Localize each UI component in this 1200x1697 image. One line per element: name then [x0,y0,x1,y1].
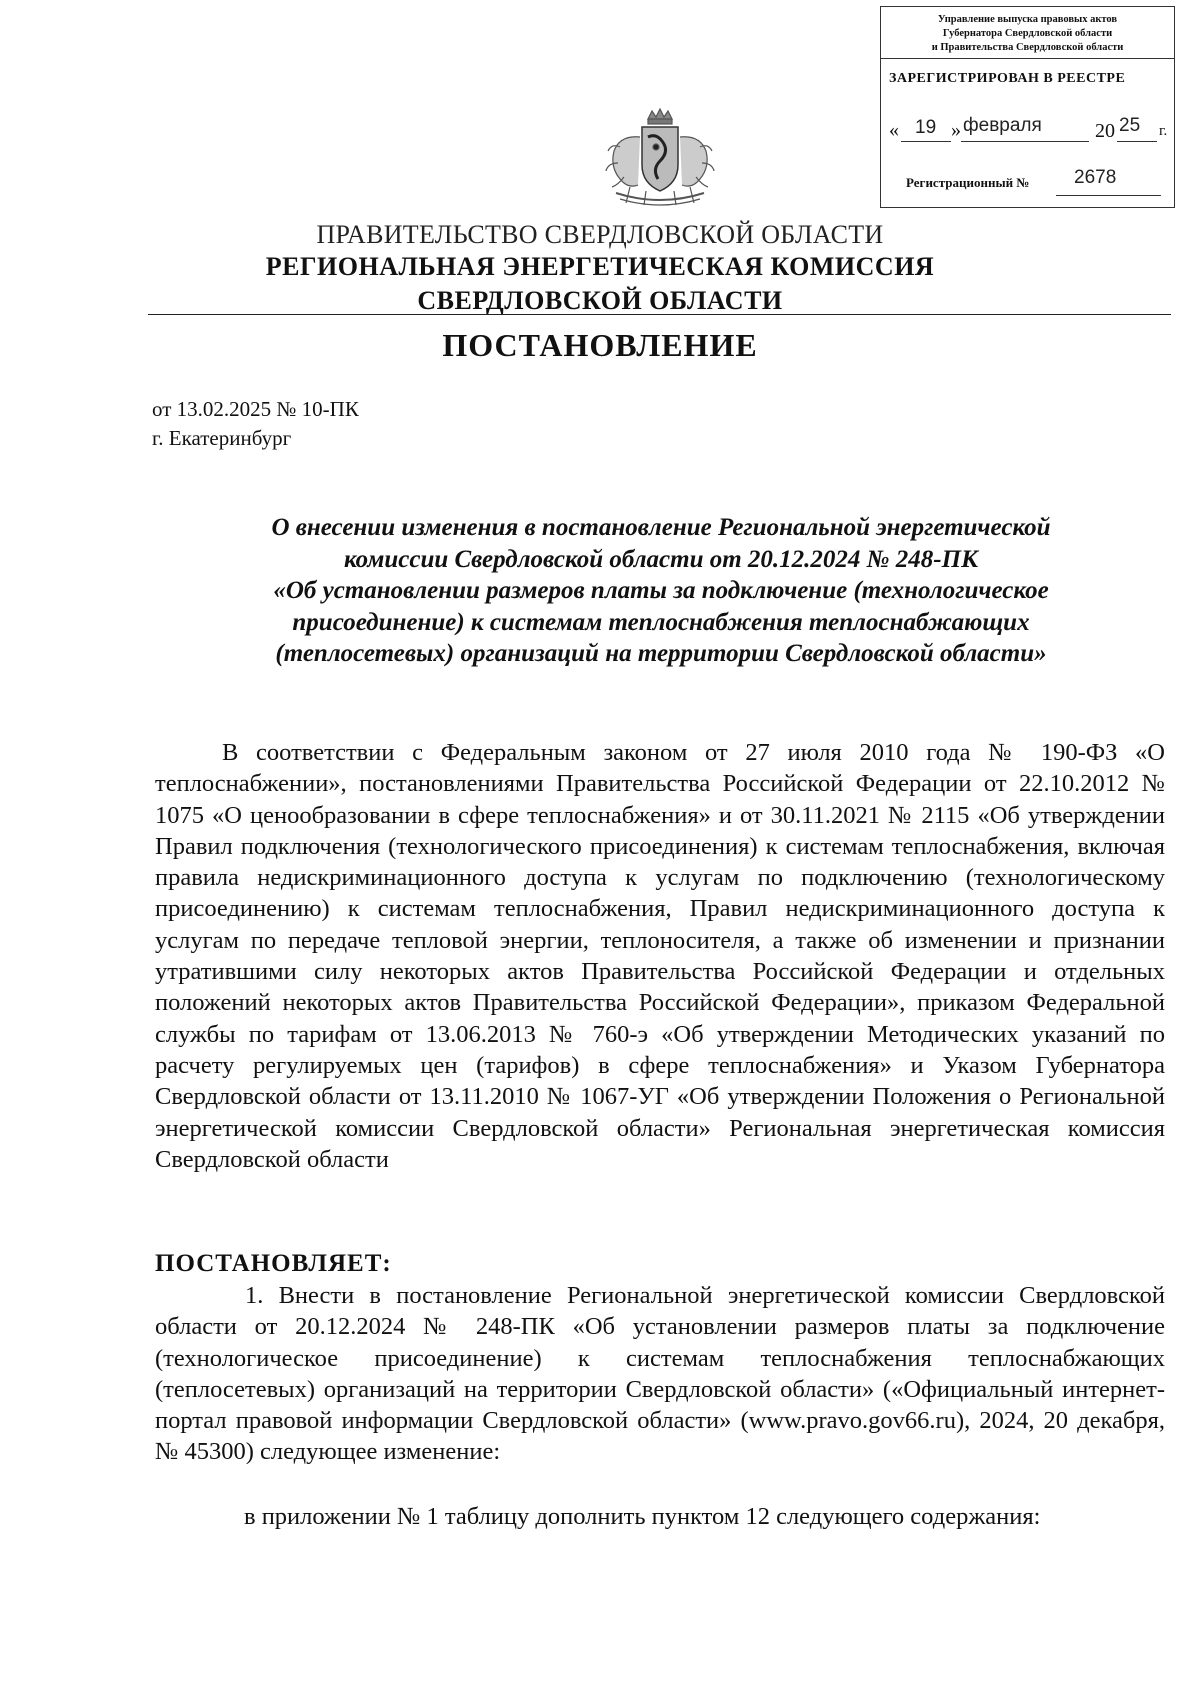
stamp-month: февраля [963,115,1042,136]
coat-of-arms-emblem [590,107,730,212]
commission-name-line-1: РЕГИОНАЛЬНАЯ ЭНЕРГЕТИЧЕСКАЯ КОМИССИЯ [265,252,935,281]
stamp-header-line: Губернатора Свердловской области [942,28,1113,39]
stamp-close-quote: » [951,119,961,141]
header-divider [148,314,1171,315]
stamp-year-prefix: 20 [1095,120,1115,142]
stamp-year-suffix: 25 [1119,115,1141,136]
title-line: О внесении изменения в постановление Региональной энергетической [271,514,1051,541]
document-date-number: от 13.02.2025 № 10-ПК [152,397,359,421]
commission-name-line-2: СВЕРДЛОВСКОЙ ОБЛАСТИ [417,286,783,315]
document-title [152,512,1170,670]
stamp-open-quote: « [889,119,899,141]
stamp-year-underline [1117,141,1157,142]
stamp-year-unit: г. [1159,123,1168,139]
preamble-paragraph: В соответствии с Федеральным законом от 27 июля 2010 года № 190-ФЗ «О теплоснабжении», постановлениями Правительства Российской Федерации от 22.10.2012 № 1075 «О ценообразовании в сфере теплоснабжения» и от 30.11.2021 № 2115 «Об утверждении Правил подключения (технологического присоединения) к системам теплоснабжения, включая правила недискриминационного доступа к услугам по подключению (технологическому присоединению) к системам теплоснабжения, Правил недискриминационного доступа к услугам по передаче тепловой энергии, теплоносителя, а также об изменении и признании утратившими силу некоторых актов Правительства Российской Федерации и отдельных положений некоторых актов Правительства Российской Федерации», приказом Федеральной службы по тарифам от 13.06.2013 № 760-э «Об утверждении Методических указаний по расчету регулируемых цен (тарифов) в сфере теплоснабжения» и Указом Губернатора Свердловской области от 13.11.2010 № 1067-УГ «Об утверждении Положения о Региональной энергетической комиссии Свердловской области» Региональная энергетическая комиссия Свердловской области [155,739,1165,1173]
registration-stamp [880,6,1175,208]
title-line: (теплосетевых) организаций на территории Свердловской области» [275,640,1047,667]
item-1-paragraph: 1. Внести в постановление Региональной энергетической комиссии Свердловской области от 20.12.2024 № 248-ПК «Об установлении размеров платы за подключение (технологическое присоединение) к системам теплоснабжения теплоснабжающих (теплосетевых) организаций на территории Свердловской области» («Официальный интернет-портал правовой информации Свердловской области» (www.pravo.gov66.ru), 2024, 20 декабря, № 45300) следующее изменение: [155,1282,1165,1466]
stamp-registered-label: ЗАРЕГИСТРИРОВАН В РЕЕСТРЕ [889,71,1126,86]
stamp-reg-number-value: 2678 [1074,167,1117,188]
decree-word: ПОСТАНОВЛЯЕТ: [155,1250,392,1277]
stamp-header-line: Управление выпуска правовых актов [937,14,1118,25]
stamp-reg-number-label: Регистрационный № [906,175,1030,190]
stamp-header-line: и Правительства Свердловской области [931,42,1124,53]
stamp-month-underline [961,141,1089,142]
title-line: присоединение) к системам теплоснабжения теплоснабжающих [292,608,1030,636]
stamp-day-underline [901,141,951,142]
title-line: «Об установлении размеров платы за подключение (технологическое [273,577,1049,604]
document-type: ПОСТАНОВЛЕНИЕ [442,327,758,363]
stamp-reg-number-underline [1056,195,1161,196]
government-name: ПРАВИТЕЛЬСТВО СВЕРДЛОВСКОЙ ОБЛАСТИ [316,220,884,249]
title-line: комиссии Свердловской области от 20.12.2024 № 248-ПК [343,545,979,573]
item-1-detail: в приложении № 1 таблицу дополнить пунктом 12 следующего содержания: [244,1503,1041,1530]
stamp-header [881,7,1174,59]
stamp-reg-number [906,167,1166,197]
stamp-date [889,117,1169,147]
stamp-day: 19 [915,117,937,138]
document-city: г. Екатеринбург [152,426,292,450]
